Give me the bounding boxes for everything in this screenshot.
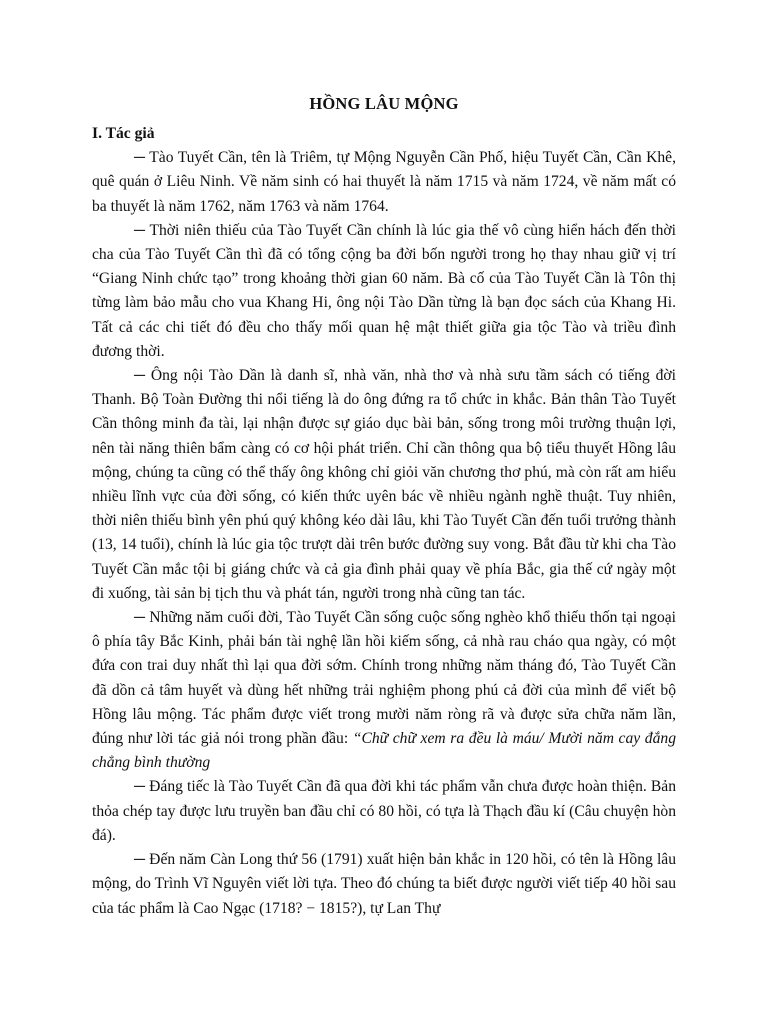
quote-text: “Chữ chữ xem ra đều là máu/ Mười năm cay đắng chẳng bình thường [92, 730, 676, 772]
paragraph-4-text: ─ Những năm cuối đời, Tào Tuyết Cần sống cuộc sống nghèo khổ thiếu thốn tại ngoại ô phía tây Bắc Kinh, phải bán tài nghệ lần hồi kiếm sống, cả nhà rau cháo qua ngày, có một đứa con trai duy nhất thì lại qua đời sớm. Chính trong những năm tháng đó, Tào Tuyết Cần đã dồn cả tâm huyết và dùng hết những trải nghiệm phong phú cả đời của mình để viết bộ Hồng lâu mộng. Tác phẩm được viết trong mười năm ròng rã và được sửa chữa năm lần, đúng như lời tác giả nói trong phần đầu: [92, 609, 676, 748]
paragraph-6: ─ Đến năm Càn Long thứ 56 (1791) xuất hiện bản khắc in 120 hồi, có tên là Hồng lâu mộng, do Trình Vĩ Nguyên viết lời tựa. Theo đó chúng ta biết được người viết tiếp 40 hồi sau của tác phẩm là Cao Ngạc (1718? − 1815?), tự Lan Thự [92, 851, 676, 917]
paragraph-2: ─ Thời niên thiếu của Tào Tuyết Cần chính là lúc gia thế vô cùng hiển hách đến thời cha của Tào Tuyết Cần thì đã có tổng cộng ba đời bốn người trong họ thay nhau giữ vị trí “Giang Ninh chức tạo” trong khoảng thời gian 60 năm. Bà cố của Tào Tuyết Cần là Tôn thị từng làm bảo mẫu cho vua Khang Hi, ông nội Tào Dần từng là bạn đọc sách của Khang Hi. Tất cả các chi tiết đó đều cho thấy mối quan hệ mật thiết giữa gia tộc Tào và triều đình đương thời. [92, 221, 676, 360]
document-title: HỒNG LÂU MỘNG [309, 94, 459, 113]
paragraph-1: ─ Tào Tuyết Cần, tên là Triêm, tự Mộng Nguyễn Cần Phố, hiệu Tuyết Cần, Cần Khê, quê quán ở Liêu Ninh. Về năm sinh có hai thuyết là năm 1715 và năm 1724, về năm mất có ba thuyết là năm 1762, năm 1763 và năm 1764. [92, 149, 676, 215]
paragraph-4 [92, 606, 676, 775]
section-heading: I. Tác giả [92, 125, 155, 142]
paragraph-5: ─ Đáng tiếc là Tào Tuyết Cần đã qua đời khi tác phẩm vẫn chưa được hoàn thiện. Bản thỏa chép tay được lưu truyền ban đầu chỉ có 80 hồi, có tựa là Thạch đầu kí (Câu chuyện hòn đá). [92, 778, 676, 844]
paragraph-3: ─ Ông nội Tào Dần là danh sĩ, nhà văn, nhà thơ và nhà sưu tầm sách có tiếng đời Thanh. Bộ Toàn Đường thi nổi tiếng là do ông đứng ra tổ chức in khắc. Bản thân Tào Tuyết Cần thông minh đa tài, lại nhận được sự giáo dục bài bản, sống trong môi trường thuận lợi, nên tài năng thiên bẩm càng có cơ hội phát triển. Chỉ cần thông qua bộ tiểu thuyết Hồng lâu mộng, chúng ta cũng có thể thấy ông không chỉ giỏi văn chương thơ phú, mà còn rất am hiểu nhiều lĩnh vực của đời sống, có kiến thức uyên bác về nhiều ngành nghề thuật. Tuy nhiên, thời niên thiếu bình yên phú quý không kéo dài lâu, khi Tào Tuyết Cần đến tuổi trưởng thành (13, 14 tuổi), chính là lúc gia tộc trượt dài trên bước đường suy vong. Bắt đầu từ khi cha Tào Tuyết Cần mắc tội bị giáng chức và cả gia đình phải quay về phía Bắc, gia thế cứ ngày một đi xuống, tài sản bị tịch thu và phát tán, người trong nhà cũng tan tác. [92, 367, 676, 602]
document-page [92, 90, 676, 921]
